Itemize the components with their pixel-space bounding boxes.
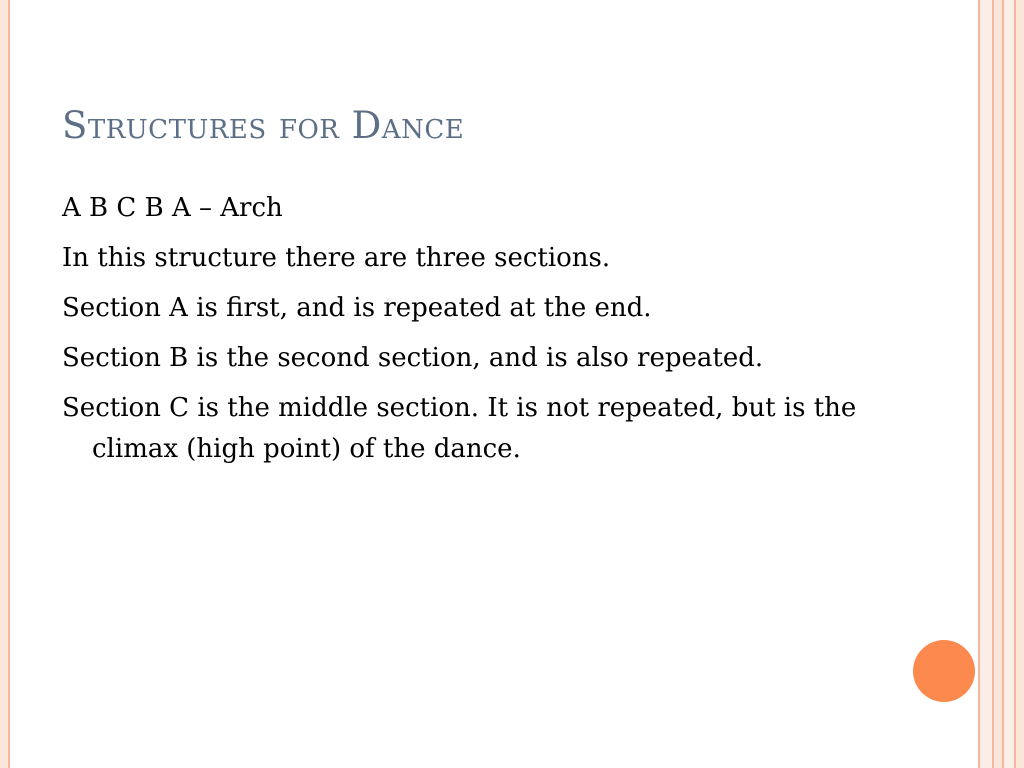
accent-circle — [913, 640, 975, 702]
bullet-item: A B C B A – Arch — [62, 193, 283, 223]
left-border — [0, 0, 10, 768]
bullet-item: Section B is the second section, and is also repeated. — [62, 343, 764, 373]
slide-title: Structures for Dance — [62, 104, 465, 147]
right-border-stripe — [994, 0, 1002, 768]
right-border-stripe — [1004, 0, 1014, 768]
bullet-item: Section C is the middle section. It is not repeated, but is the climax (high point) of the dance. — [62, 393, 857, 464]
right-border-stripe — [980, 0, 992, 768]
bullet-list — [62, 188, 902, 479]
bullet-item: Section A is first, and is repeated at the end. — [62, 293, 652, 323]
right-border-stripe — [1016, 0, 1024, 768]
bullet-item: In this structure there are three sections. — [62, 243, 611, 273]
